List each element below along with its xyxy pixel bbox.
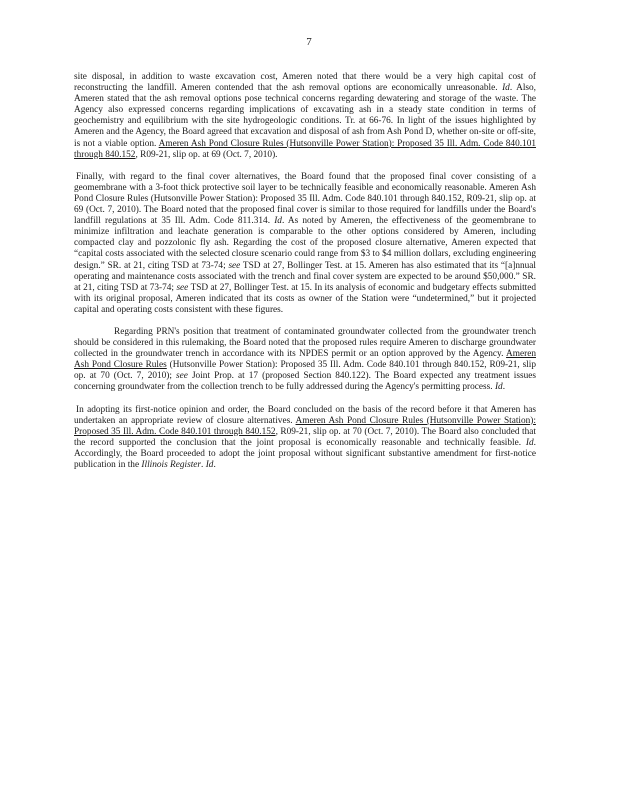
text-run: , R09-21, slip op. at 69 (Oct. 7, 2010).	[135, 149, 278, 160]
paragraph	[74, 327, 536, 394]
italic-citation: Id	[494, 382, 503, 393]
italic-citation: Id	[525, 437, 534, 448]
text-run: .	[213, 460, 216, 470]
italic-citation: see	[176, 282, 189, 293]
text-run: .	[502, 382, 506, 393]
text-run: TSD at 27, Bollinger Test. at 15. Ameren has also estimated that its “[a]nnual operating and maintenance costs associated with the trench and final cover system are expected to be around $50,000.” SR. at 21, citing TSD at 73-74;	[74, 260, 536, 293]
text-run: . Accordingly, the Board proceeded to adopt the joint proposal without significant substantive amendment for first-notice publication in the	[74, 437, 536, 470]
text-run: Joint Prop. at 17 (proposed Section 840.122). The Board expected any treatment issues concerning groundwater from the collection trench to be fully addressed during the Agency's permitting process.	[74, 371, 536, 393]
italic-citation: see	[228, 260, 241, 271]
document-body	[74, 72, 536, 482]
case-citation: Ameren Ash Pond Closure Rules (Hutsonville Power Station): Proposed 35 Ill. Adm. Code 840.101 through 840.152	[74, 138, 537, 160]
text-run: , R09-21, slip op. at 70 (Oct. 7, 2010). The Board also concluded that the record supported the conclusion that the joint proposal is economically reasonable and technically feasible.	[74, 426, 536, 448]
italic-citation: Id	[502, 83, 510, 94]
text-run: In adopting its first-notice opinion and order, the Board concluded on the basis of the record before it that Ameren has undertaken an appropriate review of closure alternatives.	[74, 404, 536, 426]
paragraph	[74, 72, 536, 161]
page-number: 7	[306, 36, 312, 48]
text-run: . Also, Ameren stated that the ash removal options pose technical concerns regarding dewatering and storage of the waste. The Agency also expressed concerns regarding implications of excavating ash in a steady state condition in terms of geochemistry and equilibrium with the site hydrogeologic conditions. Tr. at 66-76. In light of the issues highlighted by Ameren and the Agency, the Board agreed that excavation and disposal of ash from Ash Pond D, whether on-site or off-site, is not a viable option.	[74, 83, 537, 149]
text-run: Finally, with regard to the final cover alternatives, the Board found that the proposed final cover consisting of a geomembrane with a 3-foot thick protective soil layer to be technically feasible and economically reasonable. Ameren Ash Pond Closure Rules (Hutsonville Power Station): Proposed 35 Ill. Adm. Code 840.101 through 840.152, R09-21, slip op. at 69 (Oct. 7, 2010). The Board noted that the proposed final cover is similar to those required for landfills under the Board's landfill regulations at 35 Ill. Adm. Code 811.314.	[74, 171, 536, 227]
case-citation: Ameren Ash Pond Closure Rules	[74, 349, 536, 371]
text-run: site disposal, in addition to waste excavation cost, Ameren noted that there would be a very high capital cost of reconstructing the landfill. Ameren contended that the ash removal options are economically unreasonable.	[74, 72, 536, 94]
text-run: Regarding PRN's position that treatment of contaminated groundwater collected from the groundwater trench should be considered in this rulemaking, the Board noted that the proposed rules require Ameren to discharge groundwater collected in the groundwater trench in accordance with its NPDES permit or an option approved by the Agency.	[74, 326, 536, 360]
text-run: (Hutsonville Power Station): Proposed 35 Ill. Adm. Code 840.101 through 840.152, R09-21, slip op. at 70 (Oct. 7, 2010);	[74, 360, 536, 382]
italic-citation: Illinois Register	[141, 460, 202, 470]
italic-citation: Id	[274, 216, 282, 227]
text-run: .	[201, 460, 206, 470]
italic-citation: see	[176, 371, 188, 382]
text-run: . As noted by Ameren, the effectiveness of the geomembrane to minimize infiltration and leachate generation is comparable to the other options considered by Ameren, including compacted clay and pozzolonic fly ash. Regarding the cost of the proposed closure alternative, Ameren expected that “capital costs associated with the selected closure scenario could range from $3 to $4 million dollars, excluding engineering design.” SR. at 21, citing TSD at 73-74;	[74, 216, 536, 271]
paragraph	[74, 172, 536, 316]
case-citation: Ameren Ash Pond Closure Rules (Hutsonville Power Station): Proposed 35 Ill. Adm. Code 840.101 through 840.152	[74, 415, 536, 437]
text-run: TSD at 27, Bollinger Test. at 15. In its analysis of economic and budgetary effects submitted with its original proposal, Ameren indicated that its costs as owner of the Station were “undetermined,” but it projected capital and operating costs consistent with these figures.	[74, 282, 537, 315]
italic-citation: Id	[205, 460, 214, 470]
paragraph	[74, 405, 536, 472]
